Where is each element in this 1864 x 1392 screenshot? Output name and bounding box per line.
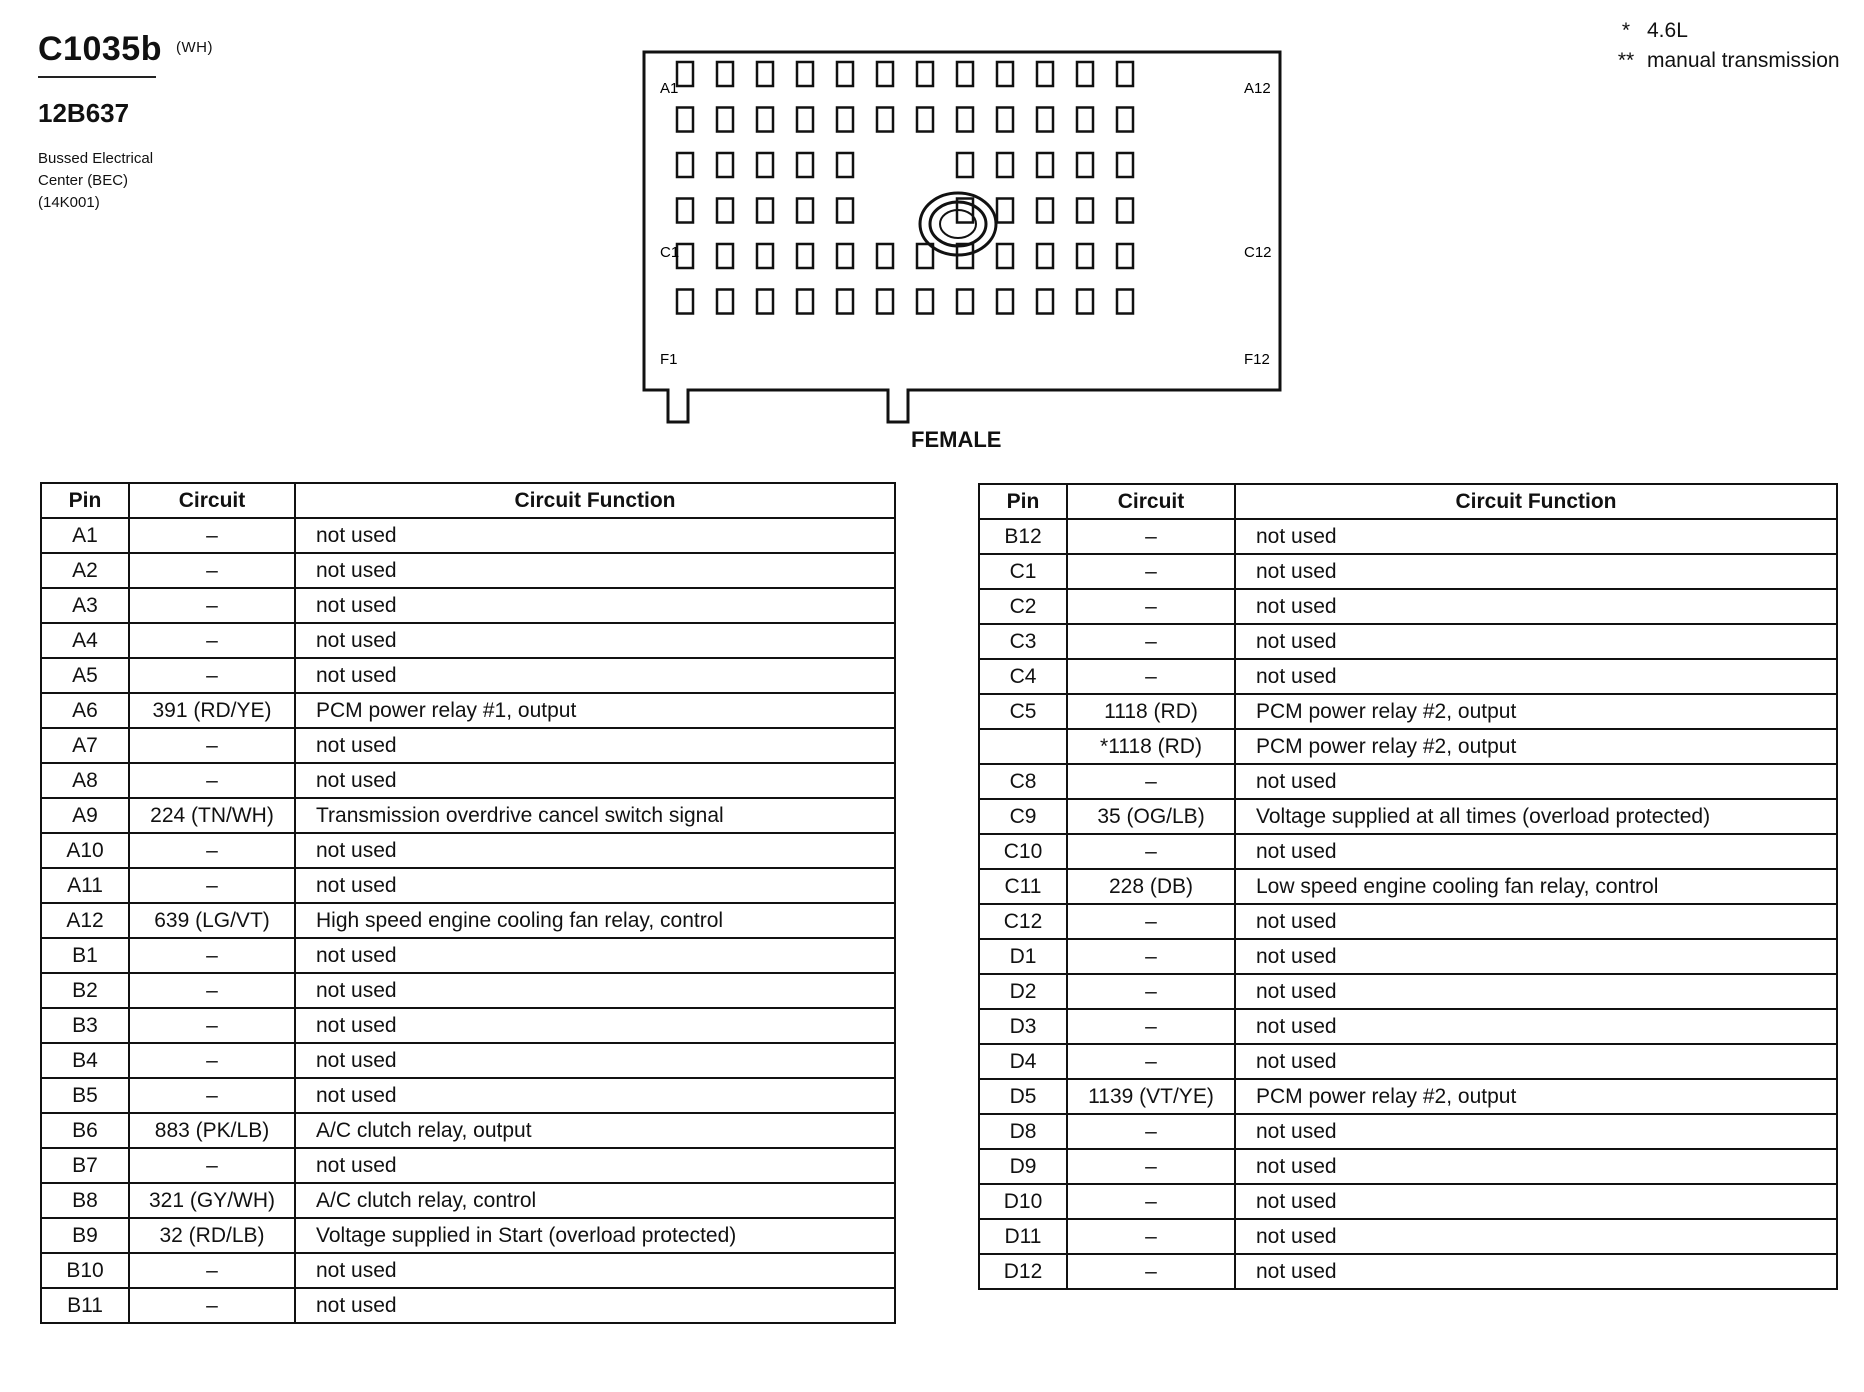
pin-cell: A12: [41, 903, 129, 938]
table-row: [41, 833, 895, 868]
table-row: [979, 729, 1837, 764]
function-cell: not used: [295, 833, 895, 868]
pin-cell: B2: [41, 973, 129, 1008]
function-cell: PCM power relay #2, output: [1235, 729, 1837, 764]
table-row: [979, 1184, 1837, 1219]
pin-cell: A2: [41, 553, 129, 588]
function-cell: not used: [1235, 519, 1837, 554]
function-cell: not used: [1235, 974, 1837, 1009]
circuit-cell: –: [1067, 659, 1235, 694]
connector-face-diagram: [640, 48, 1290, 428]
function-cell: not used: [1235, 939, 1837, 974]
circuit-cell: –: [129, 588, 295, 623]
circuit-cell: –: [1067, 589, 1235, 624]
pin-cavity: [877, 108, 893, 132]
component-description: [38, 148, 238, 214]
pin-cell: A7: [41, 728, 129, 763]
function-cell: not used: [295, 1008, 895, 1043]
table-row: [41, 1218, 895, 1253]
pin-cell: C2: [979, 589, 1067, 624]
function-cell: not used: [1235, 904, 1837, 939]
pin-cavity: [837, 290, 853, 314]
pin-cavity: [757, 62, 773, 86]
pin-cell: B7: [41, 1148, 129, 1183]
pin-cavity: [1037, 153, 1053, 177]
pin-cavity: [917, 290, 933, 314]
function-cell: not used: [1235, 1149, 1837, 1184]
pin-cavity: [837, 153, 853, 177]
pin-cell: C11: [979, 869, 1067, 904]
pin-cavity: [717, 108, 733, 132]
part-number: 12B637: [38, 98, 130, 128]
table-row: [979, 974, 1837, 1009]
circuit-cell: –: [1067, 1254, 1235, 1289]
table-row: [979, 764, 1837, 799]
function-cell: not used: [295, 553, 895, 588]
function-cell: not used: [295, 1148, 895, 1183]
pin-cavity: [677, 62, 693, 86]
table-row: [979, 624, 1837, 659]
pin-cavity: [877, 62, 893, 86]
circuit-cell: –: [129, 1288, 295, 1323]
function-cell: not used: [1235, 1184, 1837, 1219]
pin-cavity: [717, 199, 733, 223]
pin-label-a1: A1: [660, 80, 679, 97]
function-cell: not used: [1235, 624, 1837, 659]
table-row: [41, 1253, 895, 1288]
header-circuit: Circuit: [1067, 484, 1235, 519]
pin-cell: C1: [979, 554, 1067, 589]
circuit-cell: –: [129, 1043, 295, 1078]
function-cell: not used: [295, 728, 895, 763]
pin-cavity: [797, 62, 813, 86]
pin-cell: A10: [41, 833, 129, 868]
function-cell: Low speed engine cooling fan relay, control: [1235, 869, 1837, 904]
pin-cavity: [997, 108, 1013, 132]
pin-cavity: [1077, 62, 1093, 86]
pin-cavity: [797, 199, 813, 223]
pin-cell: D10: [979, 1184, 1067, 1219]
circuit-cell: 35 (OG/LB): [1067, 799, 1235, 834]
pin-cavity: [757, 153, 773, 177]
connector-gender-label: FEMALE: [911, 427, 1002, 452]
pin-cell: A8: [41, 763, 129, 798]
table-row: [979, 1114, 1837, 1149]
circuit-cell: –: [1067, 519, 1235, 554]
table-row: [979, 1254, 1837, 1289]
circuit-cell: –: [129, 1008, 295, 1043]
circuit-cell: –: [129, 728, 295, 763]
table-row: [979, 589, 1837, 624]
pin-cavity: [757, 199, 773, 223]
pin-cavity: [1037, 108, 1053, 132]
function-cell: A/C clutch relay, control: [295, 1183, 895, 1218]
circuit-cell: –: [1067, 1219, 1235, 1254]
pin-cavity: [1077, 108, 1093, 132]
table-row: [979, 554, 1837, 589]
title-underline: [38, 76, 156, 78]
function-cell: not used: [1235, 1219, 1837, 1254]
footnote: [1605, 46, 1840, 76]
function-cell: not used: [295, 1288, 895, 1323]
pin-cavity: [837, 62, 853, 86]
pin-label-f1: F1: [660, 351, 678, 368]
table-row: [979, 519, 1837, 554]
circuit-cell: 1118 (RD): [1067, 694, 1235, 729]
pin-cell: D9: [979, 1149, 1067, 1184]
pin-cell: A9: [41, 798, 129, 833]
function-cell: not used: [295, 1253, 895, 1288]
footnote: [1605, 16, 1840, 46]
footnote-text: 4.6L: [1647, 19, 1688, 42]
circuit-cell: –: [129, 1148, 295, 1183]
table-row: [41, 623, 895, 658]
function-cell: not used: [295, 1078, 895, 1113]
pin-cavity: [1117, 290, 1133, 314]
function-cell: not used: [1235, 1044, 1837, 1079]
pin-table-left: [40, 482, 896, 1324]
pin-cell: D11: [979, 1219, 1067, 1254]
circuit-cell: –: [1067, 834, 1235, 869]
pin-cell: B8: [41, 1183, 129, 1218]
function-cell: not used: [295, 1043, 895, 1078]
pin-cavity: [677, 244, 693, 268]
table-row: [979, 904, 1837, 939]
circuit-cell: –: [129, 938, 295, 973]
circuit-cell: –: [1067, 1184, 1235, 1219]
circuit-cell: –: [1067, 554, 1235, 589]
pin-cell: C4: [979, 659, 1067, 694]
table-row: [41, 1008, 895, 1043]
function-cell: PCM power relay #2, output: [1235, 1079, 1837, 1114]
table-row: [979, 1149, 1837, 1184]
pin-cavity: [797, 108, 813, 132]
pin-cavity: [997, 290, 1013, 314]
circuit-cell: 883 (PK/LB): [129, 1113, 295, 1148]
pin-cavity: [1117, 108, 1133, 132]
circuit-cell: 639 (LG/VT): [129, 903, 295, 938]
circuit-cell: 224 (TN/WH): [129, 798, 295, 833]
pin-cell: C9: [979, 799, 1067, 834]
function-cell: not used: [1235, 1114, 1837, 1149]
pin-cell: D12: [979, 1254, 1067, 1289]
connector-title: [38, 30, 213, 69]
pin-cavity: [877, 290, 893, 314]
function-cell: PCM power relay #2, output: [1235, 694, 1837, 729]
function-cell: not used: [295, 868, 895, 903]
pin-cavity: [917, 108, 933, 132]
table-row: [41, 1288, 895, 1323]
circuit-cell: –: [129, 1253, 295, 1288]
pin-cell: [979, 729, 1067, 764]
connector-id: C1035b: [38, 30, 162, 68]
circuit-cell: –: [129, 833, 295, 868]
table-row: [41, 1078, 895, 1113]
pin-cavity: [917, 244, 933, 268]
table-row: [979, 939, 1837, 974]
table-row: [41, 903, 895, 938]
pin-cavity: [837, 108, 853, 132]
pin-cell: B3: [41, 1008, 129, 1043]
pin-cavity-grid: [677, 62, 1133, 314]
table-row: [41, 553, 895, 588]
pin-cavity: [1077, 290, 1093, 314]
pin-cavity: [1117, 199, 1133, 223]
pin-label-c12: C12: [1244, 244, 1272, 261]
circuit-cell: 1139 (VT/YE): [1067, 1079, 1235, 1114]
circuit-cell: –: [1067, 624, 1235, 659]
table-row: [41, 588, 895, 623]
pin-cavity: [957, 290, 973, 314]
table-row: [979, 1219, 1837, 1254]
table-row: [41, 728, 895, 763]
circuit-cell: 228 (DB): [1067, 869, 1235, 904]
pin-cavity: [837, 244, 853, 268]
pin-cell: D5: [979, 1079, 1067, 1114]
pin-cavity: [677, 108, 693, 132]
pin-cell: D2: [979, 974, 1067, 1009]
description-line: (14K001): [38, 194, 100, 211]
pin-table-right: [978, 483, 1838, 1290]
table-row: [41, 763, 895, 798]
function-cell: not used: [1235, 659, 1837, 694]
pin-cavity: [957, 62, 973, 86]
circuit-cell: –: [129, 518, 295, 553]
pin-cavity: [957, 153, 973, 177]
function-cell: not used: [295, 588, 895, 623]
circuit-cell: 321 (GY/WH): [129, 1183, 295, 1218]
function-cell: Transmission overdrive cancel switch signal: [295, 798, 895, 833]
header-pin: Pin: [41, 483, 129, 518]
pin-cell: A6: [41, 693, 129, 728]
table-row: [41, 973, 895, 1008]
pin-cavity: [1037, 290, 1053, 314]
pin-cavity: [797, 153, 813, 177]
pin-cell: A3: [41, 588, 129, 623]
function-cell: not used: [295, 973, 895, 1008]
circuit-cell: 32 (RD/LB): [129, 1218, 295, 1253]
pin-cell: C12: [979, 904, 1067, 939]
pin-cavity: [677, 290, 693, 314]
function-cell: not used: [1235, 589, 1837, 624]
pin-label-f12: F12: [1244, 351, 1270, 368]
circuit-cell: –: [129, 553, 295, 588]
table-row: [41, 693, 895, 728]
pin-cell: B10: [41, 1253, 129, 1288]
function-cell: not used: [295, 518, 895, 553]
function-cell: not used: [295, 938, 895, 973]
pin-cavity: [1077, 153, 1093, 177]
pin-cavity: [997, 153, 1013, 177]
function-cell: not used: [1235, 554, 1837, 589]
description-line: Center (BEC): [38, 172, 129, 189]
header-circuit-function: Circuit Function: [295, 483, 895, 518]
pin-cell: C5: [979, 694, 1067, 729]
pin-cavity: [877, 244, 893, 268]
pin-cavity: [1077, 199, 1093, 223]
footnote-symbol: **: [1617, 49, 1635, 72]
pin-cavity: [1037, 62, 1053, 86]
pin-cavity: [757, 244, 773, 268]
table-row: [41, 658, 895, 693]
circuit-cell: –: [1067, 1149, 1235, 1184]
pin-cavity: [837, 199, 853, 223]
pin-cavity: [757, 108, 773, 132]
table-row: [41, 1148, 895, 1183]
function-cell: not used: [295, 763, 895, 798]
header-circuit: Circuit: [129, 483, 295, 518]
function-cell: not used: [1235, 834, 1837, 869]
pin-cavity: [717, 62, 733, 86]
table-row: [979, 1079, 1837, 1114]
pin-cavity: [797, 290, 813, 314]
pin-cavity: [997, 62, 1013, 86]
pin-cell: A11: [41, 868, 129, 903]
header-circuit-function: Circuit Function: [1235, 484, 1837, 519]
circuit-cell: –: [129, 763, 295, 798]
function-cell: High speed engine cooling fan relay, control: [295, 903, 895, 938]
pin-label-a12: A12: [1244, 80, 1271, 97]
circuit-cell: –: [1067, 1009, 1235, 1044]
pin-cell: D4: [979, 1044, 1067, 1079]
circuit-cell: 391 (RD/YE): [129, 693, 295, 728]
pin-cavity: [1037, 199, 1053, 223]
pin-cavity: [997, 244, 1013, 268]
pin-cavity: [717, 290, 733, 314]
pin-cell: A4: [41, 623, 129, 658]
pin-cavity: [1117, 62, 1133, 86]
circuit-cell: –: [129, 973, 295, 1008]
table-row: [979, 659, 1837, 694]
function-cell: Voltage supplied in Start (overload protected): [295, 1218, 895, 1253]
function-cell: not used: [295, 623, 895, 658]
pin-cell: B4: [41, 1043, 129, 1078]
pin-cell: B12: [979, 519, 1067, 554]
pin-cavity: [677, 153, 693, 177]
table-header-row: [979, 484, 1837, 519]
table-row: [41, 1183, 895, 1218]
function-cell: not used: [295, 658, 895, 693]
pin-cavity: [717, 244, 733, 268]
table-row: [979, 694, 1837, 729]
description-line: Bussed Electrical: [38, 150, 154, 167]
circuit-cell: –: [1067, 939, 1235, 974]
table-row: [41, 518, 895, 553]
table-row: [979, 869, 1837, 904]
pin-cell: A5: [41, 658, 129, 693]
pin-cell: B9: [41, 1218, 129, 1253]
pin-cavity: [717, 153, 733, 177]
pin-cavity: [1117, 153, 1133, 177]
pin-cell: C8: [979, 764, 1067, 799]
header-pin: Pin: [979, 484, 1067, 519]
footnote-symbol: *: [1621, 19, 1631, 42]
function-cell: A/C clutch relay, output: [295, 1113, 895, 1148]
pin-cavity: [797, 244, 813, 268]
pin-cavity: [1037, 244, 1053, 268]
table-row: [979, 834, 1837, 869]
table-row: [41, 938, 895, 973]
pin-cavity: [677, 199, 693, 223]
pin-cavity: [997, 199, 1013, 223]
table-row: [979, 1009, 1837, 1044]
pin-cavity: [1117, 244, 1133, 268]
footnote-text: manual transmission: [1647, 49, 1840, 72]
function-cell: PCM power relay #1, output: [295, 693, 895, 728]
pin-cell: D1: [979, 939, 1067, 974]
connector-color-code: (WH): [175, 39, 213, 56]
pin-cell: B5: [41, 1078, 129, 1113]
function-cell: not used: [1235, 1254, 1837, 1289]
function-cell: Voltage supplied at all times (overload protected): [1235, 799, 1837, 834]
pin-cavity: [957, 108, 973, 132]
pin-cavity: [917, 62, 933, 86]
pin-cell: B6: [41, 1113, 129, 1148]
circuit-cell: –: [129, 868, 295, 903]
circuit-cell: *1118 (RD): [1067, 729, 1235, 764]
table-header-row: [41, 483, 895, 518]
pin-cell: A1: [41, 518, 129, 553]
table-row: [41, 1113, 895, 1148]
pin-cell: B1: [41, 938, 129, 973]
circuit-cell: –: [129, 623, 295, 658]
pin-cavity: [757, 290, 773, 314]
pin-cell: C3: [979, 624, 1067, 659]
pin-cell: D8: [979, 1114, 1067, 1149]
circuit-cell: –: [1067, 764, 1235, 799]
circuit-cell: –: [129, 1078, 295, 1113]
circuit-cell: –: [1067, 1044, 1235, 1079]
table-row: [979, 1044, 1837, 1079]
function-cell: not used: [1235, 764, 1837, 799]
footnotes: [1605, 16, 1840, 76]
circuit-cell: –: [1067, 974, 1235, 1009]
table-row: [41, 868, 895, 903]
pin-cell: B11: [41, 1288, 129, 1323]
function-cell: not used: [1235, 1009, 1837, 1044]
circuit-cell: –: [1067, 1114, 1235, 1149]
circuit-cell: –: [1067, 904, 1235, 939]
table-row: [41, 798, 895, 833]
pin-cavity: [1077, 244, 1093, 268]
pin-label-c1: C1: [660, 244, 680, 261]
table-row: [979, 799, 1837, 834]
table-row: [41, 1043, 895, 1078]
pin-cell: C10: [979, 834, 1067, 869]
circuit-cell: –: [129, 658, 295, 693]
pin-cell: D3: [979, 1009, 1067, 1044]
